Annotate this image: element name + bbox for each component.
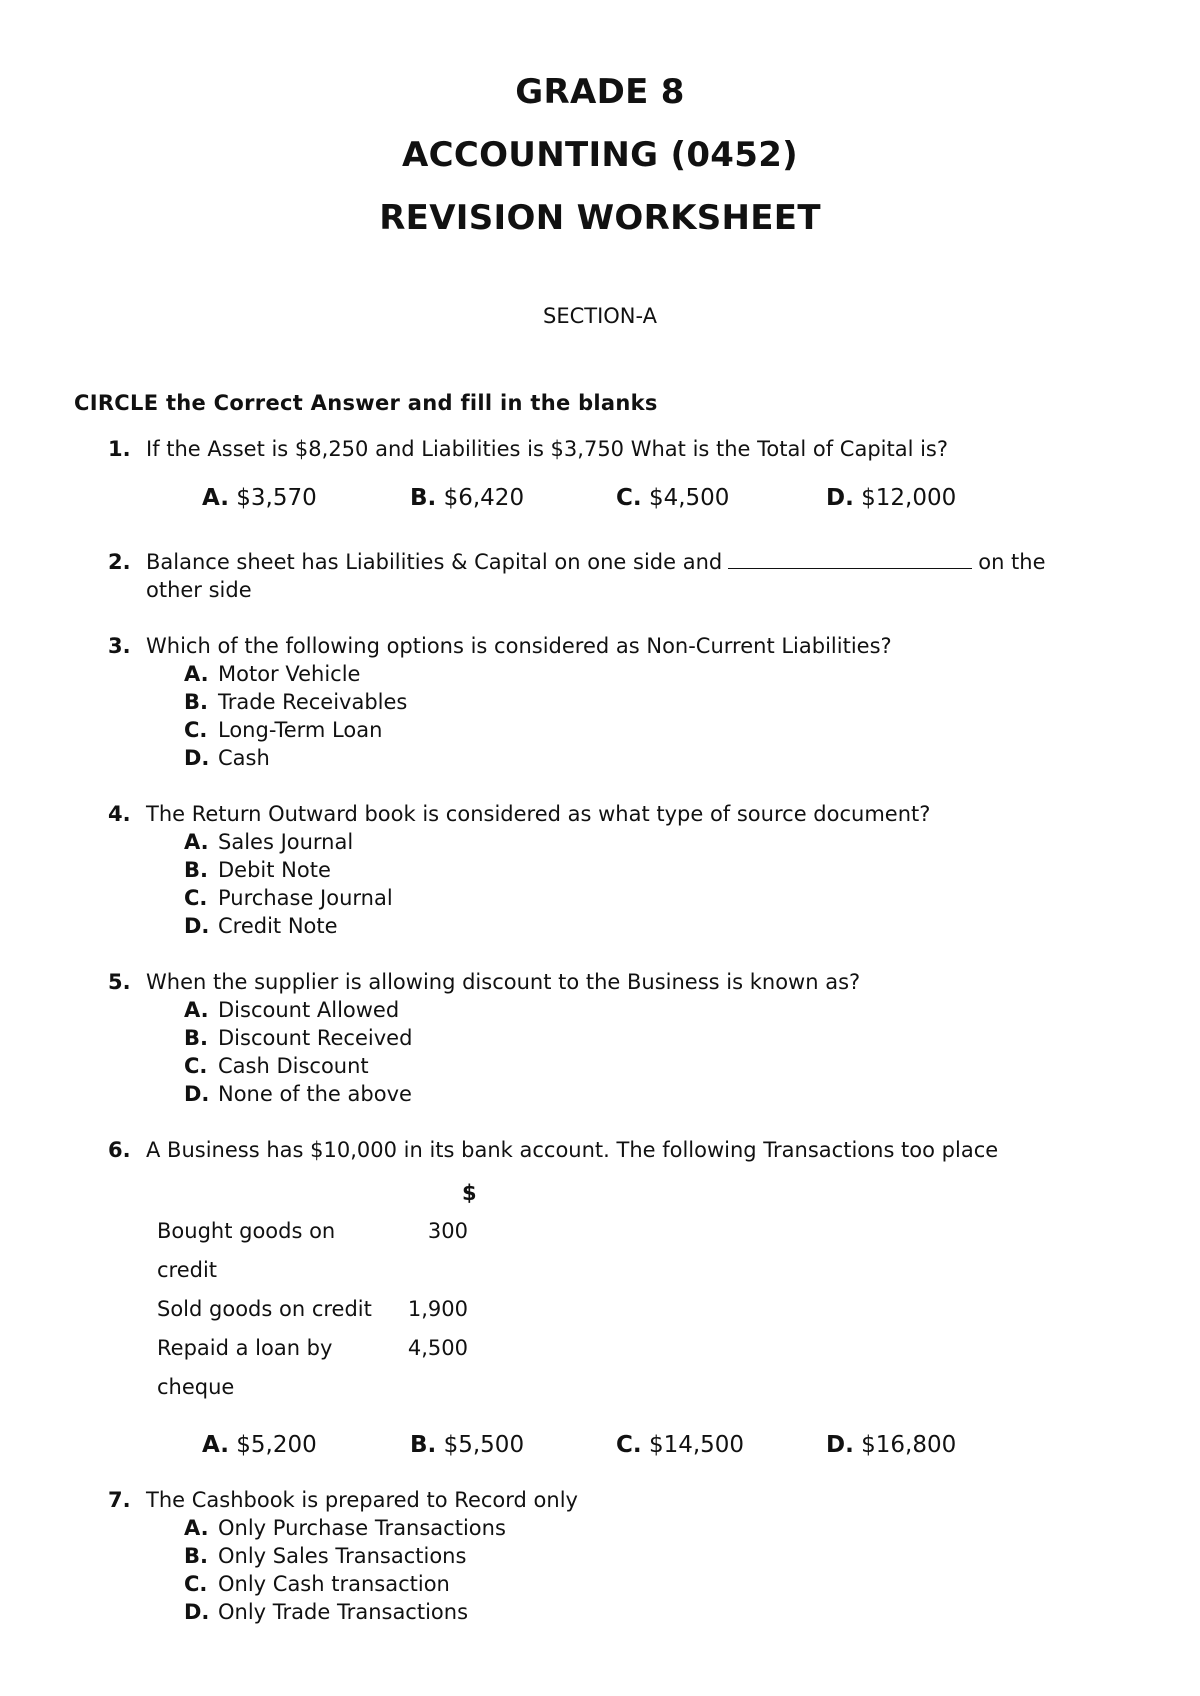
option-c[interactable]: C. Purchase Journal [184,886,393,910]
worksheet-title: REVISION WORKSHEET [379,198,821,238]
option-d[interactable]: D. Only Trade Transactions [184,1600,469,1624]
question-text: Balance sheet has Liabilities & Capital on one side and on the other side [146,550,1046,602]
transaction-description: Repaid a loan by [157,1336,333,1360]
option-d[interactable]: D. Credit Note [184,914,338,938]
question-number: 1. [108,437,131,461]
question-text: A Business has $10,000 in its bank account. The following Transactions too place [146,1138,999,1162]
question-number: 7. [108,1488,131,1512]
transaction-amount: 300 [427,1219,468,1243]
option-a[interactable]: A. Discount Allowed [184,998,400,1022]
option-b[interactable]: B. Discount Received [184,1026,413,1050]
option-d[interactable]: D. None of the above [184,1082,412,1106]
option-a[interactable]: A. Motor Vehicle [184,662,361,686]
question-text: The Return Outward book is considered as what type of source document? [146,802,931,826]
option-b[interactable]: B. Only Sales Transactions [184,1544,467,1568]
grade-heading: GRADE 8 [515,72,685,112]
option-b[interactable]: B. Trade Receivables [184,690,408,714]
question-number: 4. [108,802,131,826]
question-text: When the supplier is allowing discount to the Business is known as? [146,970,861,994]
option-d[interactable]: D. $12,000 [826,485,957,511]
option-a[interactable]: A. Only Purchase Transactions [184,1516,506,1540]
option-c[interactable]: C. Only Cash transaction [184,1572,450,1596]
option-d[interactable]: D. Cash [184,746,270,770]
question-number: 3. [108,634,131,658]
question-number: 2. [108,550,131,574]
transaction-description-cont: credit [157,1258,218,1282]
option-a[interactable]: A. $3,570 [202,485,317,511]
option-d[interactable]: D. $16,800 [826,1432,957,1458]
option-b[interactable]: B. $6,420 [410,485,525,511]
subject-heading: ACCOUNTING (0452) [401,135,799,175]
instruction-text: CIRCLE the Correct Answer and fill in the blanks [74,391,658,415]
question-number: 6. [108,1138,131,1162]
transaction-amount: 1,900 [407,1297,468,1321]
question-text: Which of the following options is considered as Non-Current Liabilities? [146,634,892,658]
option-a[interactable]: A. $5,200 [202,1432,317,1458]
currency-header: $ [462,1181,477,1205]
section-heading: SECTION-A [542,304,657,328]
option-c[interactable]: C. $14,500 [616,1432,745,1458]
transaction-amount: 4,500 [407,1336,468,1360]
option-a[interactable]: A. Sales Journal [184,830,354,854]
answer-blank[interactable] [728,548,972,569]
transaction-description-cont: cheque [157,1375,235,1399]
transaction-description: Bought goods on [157,1219,336,1243]
option-b[interactable]: B. $5,500 [410,1432,525,1458]
question-number: 5. [108,970,131,994]
question-text: If the Asset is $8,250 and Liabilities is $3,750 What is the Total of Capital is? [146,437,949,461]
option-c[interactable]: C. Cash Discount [184,1054,369,1078]
option-c[interactable]: C. $4,500 [616,485,730,511]
option-b[interactable]: B. Debit Note [184,858,331,882]
question-text: The Cashbook is prepared to Record only [146,1488,578,1512]
option-c[interactable]: C. Long-Term Loan [184,718,383,742]
transaction-description: Sold goods on credit [157,1297,372,1321]
